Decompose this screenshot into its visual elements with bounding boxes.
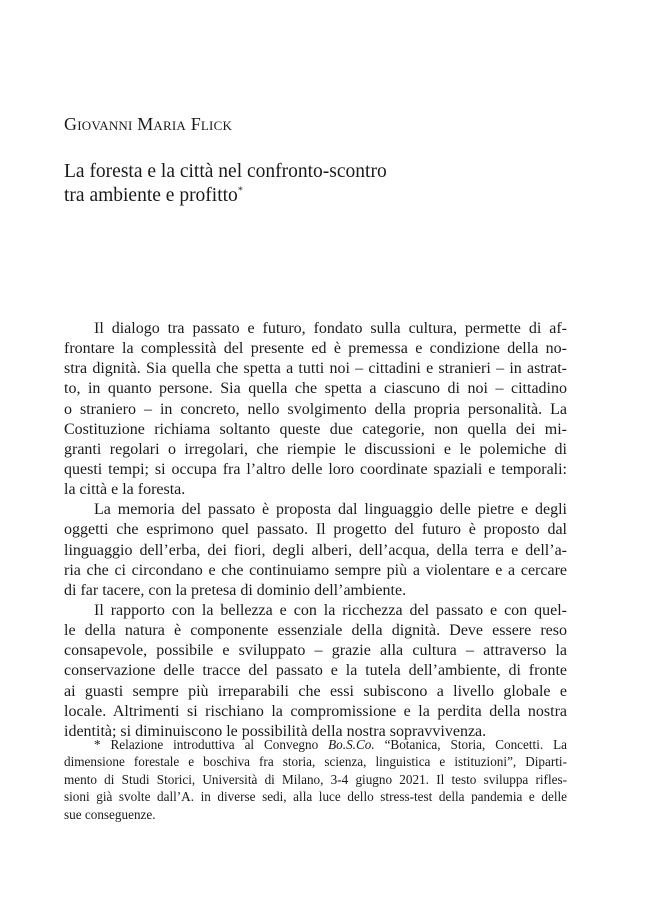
footnote-conference-name: Bo.S.Co. (328, 737, 375, 752)
body-line: di far tacere, con la pretesa di dominio dell’ambiente. (64, 581, 407, 599)
body-line: to, in quanto persone. Sia quella che spetta a ciascuno di noi – cittadino (64, 380, 567, 398)
title-line-2 (64, 184, 584, 208)
title-line-1: La foresta e la città nel confronto-scontro (64, 161, 387, 182)
footnote-line (64, 736, 567, 753)
title-footnote-mark: * (237, 185, 243, 197)
footnote-text: “Botanica, Storia, Concetti. La (374, 737, 567, 752)
author-name: Giovanni Maria Flick (64, 114, 233, 134)
body-line: questi tempi; si occupa fra l’altro delle loro coordinate spaziali e temporali: (64, 460, 567, 478)
body-line: conservazione delle tracce del passato e la tutela dell’ambiente, di fronte (64, 662, 567, 680)
body-line: Costituzione richiama soltanto queste due categorie, non quella dei mi- (64, 420, 567, 438)
body-line: La memoria del passato è proposta dal linguaggio delle pietre e degli (94, 501, 567, 519)
body-line: ai guasti sempre più irreparabili che essi subiscono a livello globale e (64, 682, 567, 700)
body-text (64, 319, 567, 742)
footnote-line: sioni già svolte dall’A. in diverse sedi, alla luce dello stress-test della pandemia e delle (64, 789, 567, 805)
footnote-line: sue conseguenze. (64, 806, 156, 822)
body-line: le della natura è componente essenziale della dignità. Deve essere reso (64, 622, 567, 640)
body-line: ria che ci circondano e che continuiamo sempre più a violentare e a cercare (64, 561, 567, 579)
body-line: stra dignità. Sia quella che spetta a tutti noi – cittadini e stranieri – in astrat- (64, 360, 567, 378)
body-line: locale. Altrimenti si rischiano la compromissione e la perdita della nostra (64, 702, 567, 720)
body-line: granti regolari o irregolari, che riempie le discussioni e le polemiche di (64, 440, 567, 458)
footnote-line: mento di Studi Storici, Università di Milano, 3-4 giugno 2021. Il testo sviluppa rifles- (64, 771, 567, 787)
footnote (64, 736, 567, 823)
title-line-2-text: tra ambiente e profitto (64, 185, 238, 206)
footnote-line: dimensione forestale e boschiva fra storia, scienza, linguistica e istituzioni”, Diparti- (64, 754, 567, 770)
body-line: frontare la complessità del presente ed è premessa e condizione della no- (64, 340, 567, 358)
footnote-text: Relazione introduttiva al Convegno (100, 737, 329, 752)
body-line: consapevole, possibile e sviluppato – grazie alla cultura – attraverso la (64, 642, 567, 660)
body-line: o straniero – in concreto, nello svolgimento della propria personalità. La (64, 400, 567, 418)
paper-title (64, 160, 584, 208)
footnote-mark: * (94, 737, 101, 752)
body-line: identità; si diminuiscono le possibilità della nostra sopravvivenza. (64, 722, 487, 740)
body-line: Il dialogo tra passato e futuro, fondato sulla cultura, permette di af- (94, 320, 567, 337)
body-line: linguaggio dell’erba, dei fiori, degli alberi, dell’acqua, della terra e dell’a- (64, 541, 567, 559)
body-line: oggetti che esprimono quel passato. Il progetto del futuro è proposto dal (64, 521, 567, 539)
body-line: la città e la foresta. (64, 481, 186, 499)
body-line: Il rapporto con la bellezza e con la ricchezza del passato e con quel- (94, 601, 567, 619)
